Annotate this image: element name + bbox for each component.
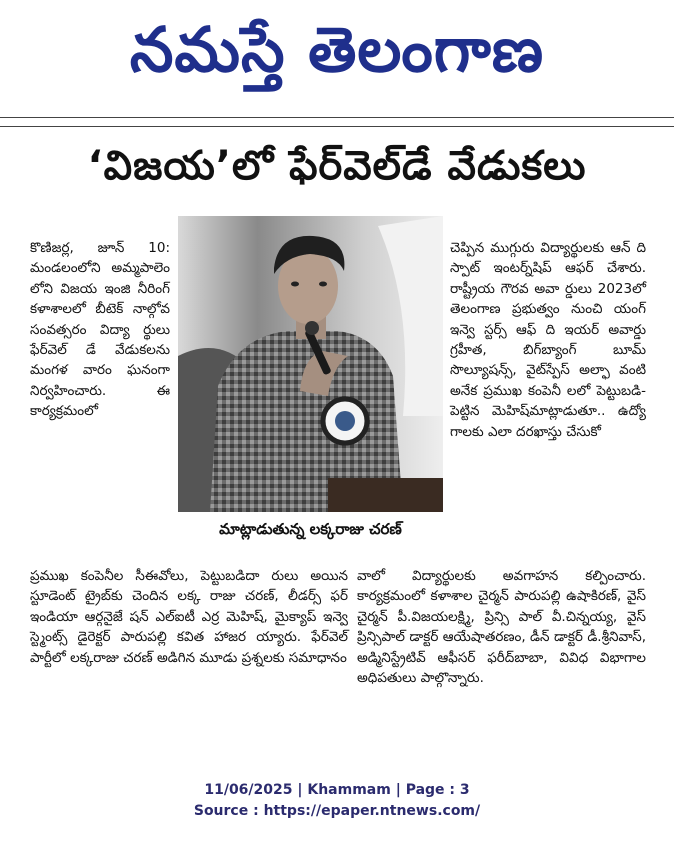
footer-source: Source : https://epaper.ntnews.com/ [193, 803, 481, 819]
paragraph: వాలో విద్యార్థులకు అవగాహన కల్పించారు. కార్యక్రమంలో కళాశాల చైర్మన్ పారుపల్లి ఉషాకిరణ్, వైస్ చైర్మన్ పీ.విజయలక్ష్మి, ప్రిన్సి పాల్ వీ.చిన్నయ్య, వైస్ ప్రిన్సిపాల్ డాక్టర్ ఆయేషాతరణం, డీన్ డాక్టర్ డీ.శ్రీనివాస్, అడ్మినిస్ట్రేటివ్ ఆఫీసర్ ఫరీద్‌బాబా, వివిధ విభాగాల అధిపతులు పాల్గొన్నారు. [357, 568, 646, 687]
paragraph: ప్రముఖ కంపెనీల సీఈవోలు, పెట్టుబడిదా రులు అయిన స్టూడెంట్ ట్రైబ్‌కు చెందిన లక్క రాజు చరణ్, లీడర్స్ ఫర్ ఇండియా ఆర్గనైజే షన్ ఎల్ఐటీ ఎర్ర మెహిష్, మైక్యాప్ ఇన్వె స్ట్మెంట్స్ డైరెక్టర్ పారుపల్లి కవిత హాజర య్యారు. ఫేర్‌వెల్ పార్టీలో లక్కరాజు చరణ్ అడిగిన మూడు ప్రశ్నలకు సమాధానం [30, 568, 348, 666]
paragraph: కొణిజర్ల, జూన్ 10: మండలంలోని అమ్మపాలెం లోని విజయ ఇంజి నీరింగ్ కళాశాలలో బీటెక్ నాల్గోవ సంవత్సరం విద్యా ర్థులు ఫేర్‌వెల్ డే వేడుకలను మంగళ వారం ఘనంగా నిర్వహించారు. ఈ కార్యక్రమంలో [30, 240, 170, 420]
article-column-left-top [30, 238, 170, 422]
article-headline: ‘విజయ’లో ఫేర్‌వెల్‌డే వేడుకలు [87, 143, 587, 189]
masthead-divider [0, 117, 674, 118]
paragraph: చెప్పిన ముగ్గురు విద్యార్థులకు ఆన్ ది స్పాట్ ఇంటర్న్‌షిప్ ఆఫర్ చేశారు. రాష్ట్రీయ గౌరవ అవా ర్డులు 2023లో తెలంగాణ ప్రభుత్వం నుంచి యంగ్ ఇన్వె స్టర్స్ ఆఫ్ ది ఇయర్ అవార్డు గ్రహీత, బిగ్‌బ్యాంగ్ బూమ్ సొల్యూషన్స్, వైట్‌స్పేస్ అల్ఫా వంటి అనేక ప్రముఖ కంపెనీ లలో పెట్టుబడి- పెట్టిన మెహిష్‌మాట్లాడుతూ.. ఉద్యో గాలకు ఎలా దరఖాస్తు చేసుకో [450, 240, 646, 440]
article-column-right-bottom [357, 566, 646, 688]
article-photo [178, 216, 443, 512]
article-column-left-bottom [30, 566, 348, 668]
masthead-divider-2 [0, 126, 674, 127]
masthead [0, 0, 674, 110]
masthead-title: నమస్తే తెలంగాణ [129, 13, 545, 86]
footer-date-edition: 11/06/2025 | Khammam | Page : 3 [204, 782, 470, 798]
article-column-right-top [450, 238, 646, 442]
photo-caption: మాట్లాడుతున్న లక్కరాజు చరణ్ [219, 520, 402, 538]
